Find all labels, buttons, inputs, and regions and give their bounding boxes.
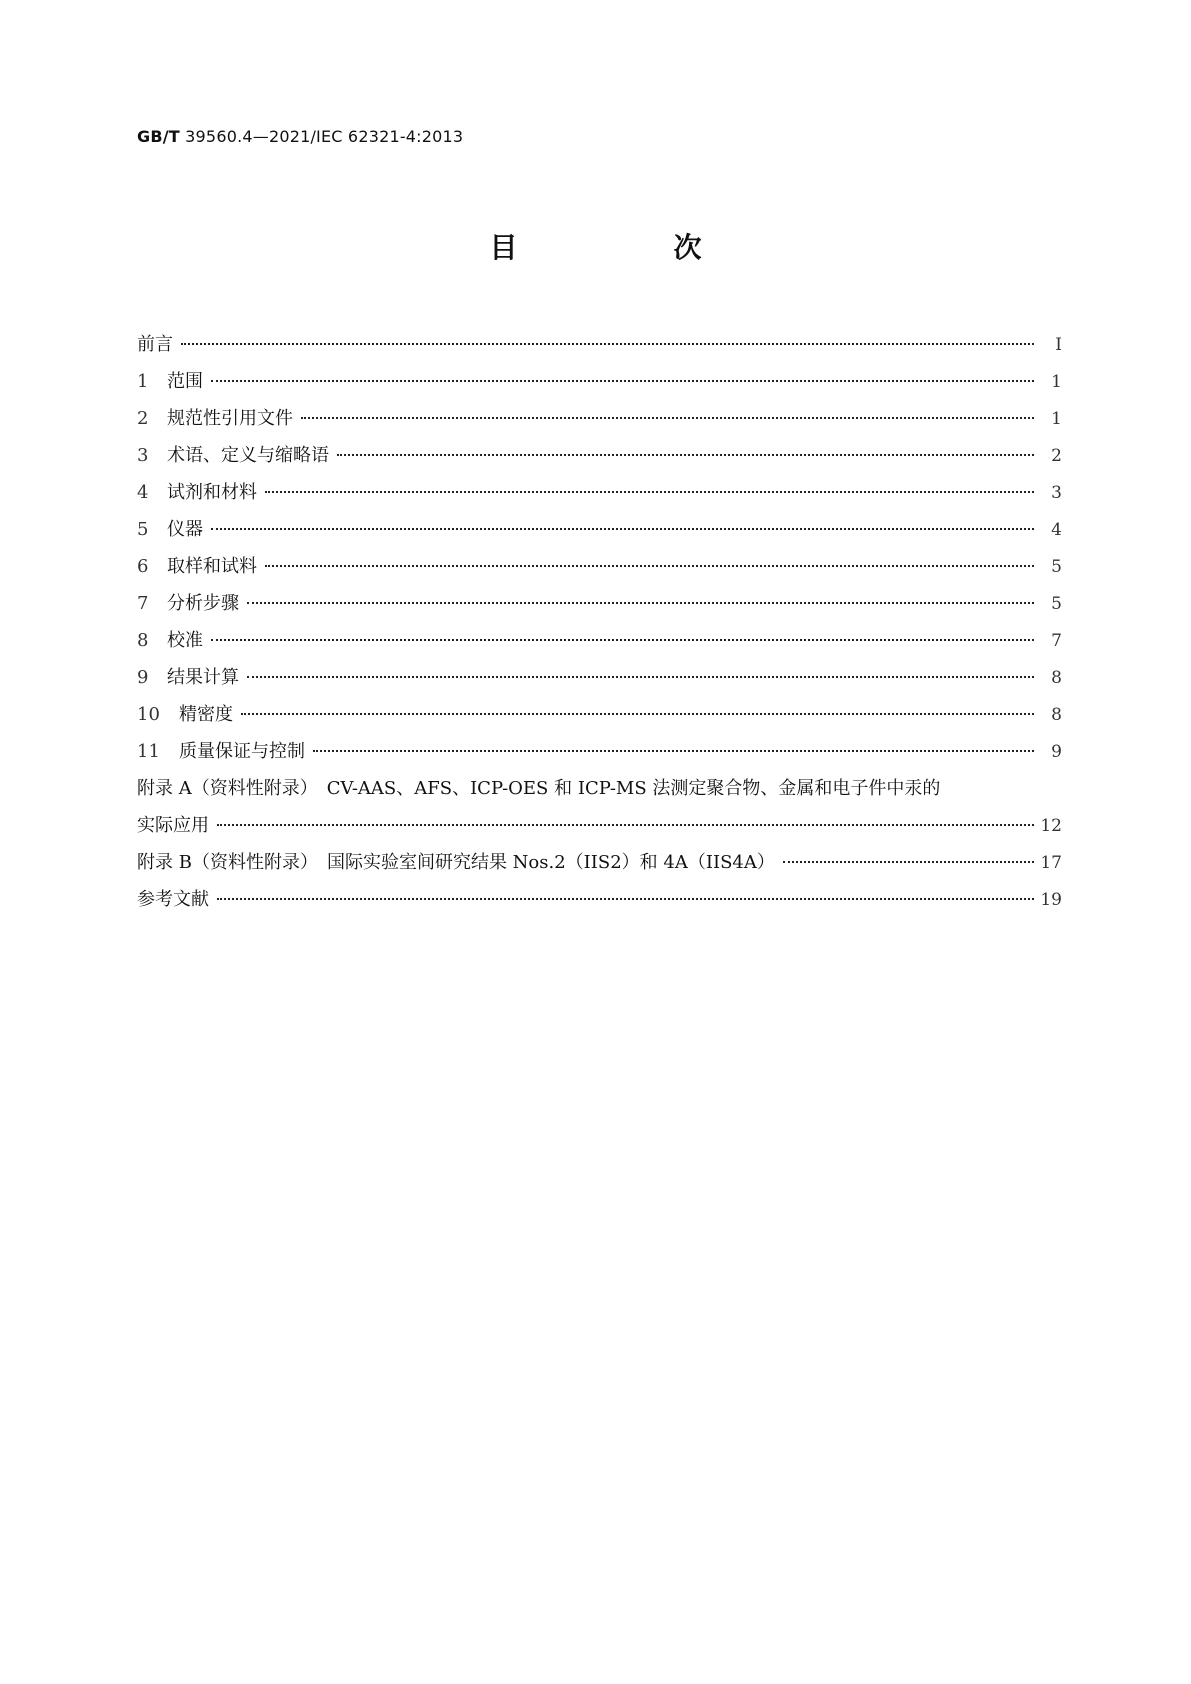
toc-entry-5[interactable] xyxy=(137,515,1062,552)
toc-entry-page: 2 xyxy=(1051,446,1062,466)
toc-entry-title: 结果计算 xyxy=(167,667,239,688)
toc-entry-2[interactable] xyxy=(137,404,1062,441)
toc-entry-annex-a[interactable] xyxy=(137,774,1062,811)
toc-entry-1[interactable] xyxy=(137,367,1062,404)
toc-entry-title: 取样和试料 xyxy=(167,556,257,577)
toc-entry-8[interactable] xyxy=(137,626,1062,663)
toc-entry-number: 6 xyxy=(137,556,149,577)
toc-entry-page: 3 xyxy=(1051,483,1062,503)
toc-entry-title: 分析步骤 xyxy=(167,593,239,614)
standard-code-number: 39560.4—2021/IEC 62321-4:2013 xyxy=(179,127,464,146)
toc-entry-number: 4 xyxy=(137,482,149,503)
toc-entry-label xyxy=(137,478,257,504)
toc-entry-page: 9 xyxy=(1051,742,1062,762)
toc-entry-page: 1 xyxy=(1051,409,1062,429)
toc-entry-page: 8 xyxy=(1051,668,1062,688)
toc-entry-label xyxy=(137,589,239,615)
toc-entry-number: 10 xyxy=(137,704,160,725)
toc-entry-10[interactable] xyxy=(137,700,1062,737)
toc-entry-label xyxy=(137,774,940,800)
toc-entry-page: 7 xyxy=(1051,631,1062,651)
toc-leader-dots xyxy=(247,676,1034,678)
toc-entry-title: 范围 xyxy=(167,371,203,392)
toc-entry-foreword[interactable] xyxy=(137,330,1062,367)
toc-entry-page: 5 xyxy=(1051,594,1062,614)
toc-entry-4[interactable] xyxy=(137,478,1062,515)
toc-entry-3[interactable] xyxy=(137,441,1062,478)
toc-entry-label xyxy=(137,515,203,541)
toc-entry-title: 实际应用 xyxy=(137,815,209,836)
toc-entry-label xyxy=(137,885,209,911)
toc-entry-annex-a-continued[interactable] xyxy=(137,811,1062,848)
toc-entry-label xyxy=(137,737,305,763)
standard-code-prefix: GB/T xyxy=(137,127,180,146)
toc-entry-6[interactable] xyxy=(137,552,1062,589)
toc-entry-label xyxy=(137,700,233,726)
toc-leader-dots xyxy=(265,491,1034,493)
toc-entry-page: 12 xyxy=(1040,816,1062,836)
toc-entry-annex-b[interactable] xyxy=(137,848,1062,885)
toc-entry-number: 7 xyxy=(137,593,149,614)
toc-leader-dots xyxy=(217,898,1034,900)
toc-leader-dots xyxy=(783,861,1034,863)
toc-entry-number: 1 xyxy=(137,371,149,392)
toc-leader-dots xyxy=(211,639,1034,641)
toc-entry-title: 术语、定义与缩略语 xyxy=(167,445,329,466)
toc-entry-title: 校准 xyxy=(167,630,203,651)
toc-entry-9[interactable] xyxy=(137,663,1062,700)
toc-entry-page: 19 xyxy=(1040,890,1062,910)
toc-entry-7[interactable] xyxy=(137,589,1062,626)
toc-leader-dots xyxy=(337,454,1034,456)
toc-leader-dots xyxy=(301,417,1034,419)
toc-entry-label xyxy=(137,626,203,652)
toc-entry-number: 3 xyxy=(137,445,149,466)
toc-leader-dots xyxy=(211,380,1034,382)
toc-entry-title: 精密度 xyxy=(179,704,233,725)
toc-entry-number: 5 xyxy=(137,519,149,540)
toc-entry-label xyxy=(137,848,775,874)
table-of-contents xyxy=(137,330,1062,922)
toc-entry-title: 前言 xyxy=(137,334,173,355)
toc-entry-page: Ⅰ xyxy=(1055,335,1062,355)
standard-code xyxy=(137,127,463,146)
toc-leader-dots xyxy=(265,565,1034,567)
toc-entry-page: 1 xyxy=(1051,372,1062,392)
toc-leader-dots xyxy=(241,713,1034,715)
toc-entry-title: 附录 B（资料性附录） 国际实验室间研究结果 Nos.2（IIS2）和 4A（IIS4A） xyxy=(137,852,775,873)
toc-entry-label xyxy=(137,367,203,393)
toc-entry-title: 附录 A（资料性附录） CV-AAS、AFS、ICP-OES 和 ICP-MS 法测定聚合物、金属和电子件中汞的 xyxy=(137,778,941,799)
toc-leader-dots xyxy=(211,528,1034,530)
toc-entry-label xyxy=(137,441,329,467)
toc-entry-number: 2 xyxy=(137,408,149,429)
toc-entry-title: 仪器 xyxy=(167,519,203,540)
page-title: 目 次 xyxy=(489,231,766,264)
toc-entry-page: 4 xyxy=(1051,520,1062,540)
toc-entry-page: 8 xyxy=(1051,705,1062,725)
toc-leader-dots xyxy=(313,750,1034,752)
toc-entry-label xyxy=(137,811,209,837)
toc-entry-title: 试剂和材料 xyxy=(167,482,257,503)
toc-entry-title: 规范性引用文件 xyxy=(167,408,293,429)
toc-entry-number: 11 xyxy=(137,741,160,762)
toc-entry-bibliography[interactable] xyxy=(137,885,1062,922)
toc-entry-title: 质量保证与控制 xyxy=(179,741,305,762)
toc-entry-number: 8 xyxy=(137,630,149,651)
toc-entry-label xyxy=(137,552,257,578)
toc-entry-11[interactable] xyxy=(137,737,1062,774)
toc-entry-page: 17 xyxy=(1040,853,1062,873)
toc-entry-label xyxy=(137,663,239,689)
toc-entry-title: 参考文献 xyxy=(137,889,209,910)
toc-entry-label xyxy=(137,330,173,356)
toc-leader-dots xyxy=(217,824,1034,826)
toc-entry-number: 9 xyxy=(137,667,149,688)
toc-entry-label xyxy=(137,404,293,430)
toc-leader-dots xyxy=(247,602,1034,604)
toc-entry-page: 5 xyxy=(1051,557,1062,577)
toc-leader-dots xyxy=(181,343,1034,345)
